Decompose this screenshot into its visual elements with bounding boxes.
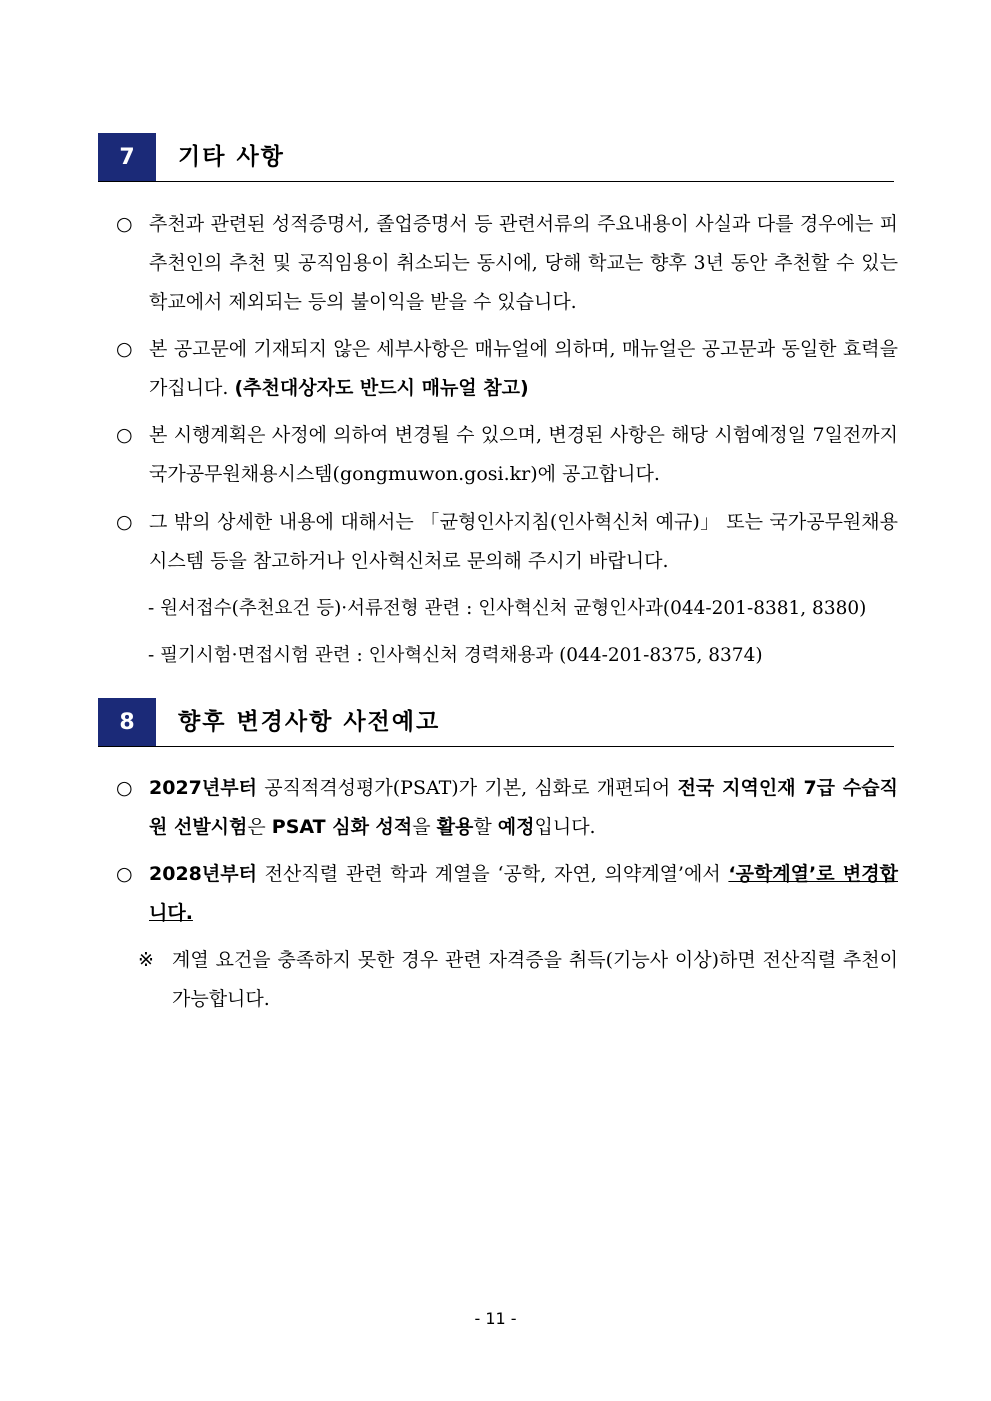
list-item [116, 769, 898, 847]
bold-note: (추천대상자도 반드시 매뉴얼 참고) [234, 377, 529, 399]
reference-mark-icon: ※ [138, 949, 154, 971]
section-number-badge: 7 [98, 133, 156, 181]
section-7-header [98, 133, 894, 182]
section-8-header [98, 698, 894, 747]
list-item [116, 416, 898, 494]
circle-bullet-icon: ○ [116, 424, 133, 446]
circle-bullet-icon: ○ [116, 777, 133, 799]
note-text: 계열 요건을 충족하지 못한 경우 관련 자격증을 취득(기능사 이상)하면 전산직렬 추천이 가능합니다. [172, 949, 898, 1010]
item-text: 본 공고문에 기재되지 않은 세부사항은 매뉴얼에 의하며, 매뉴얼은 공고문과 동일한 효력을 가집니다. (추천대상자도 반드시 매뉴얼 참고) [149, 338, 898, 399]
circle-bullet-icon: ○ [116, 863, 133, 885]
circle-bullet-icon: ○ [116, 511, 133, 533]
item-text: 그 밖의 상세한 내용에 대해서는 「균형인사지침(인사혁신처 예규)」 또는 국가공무원채용시스템 등을 참고하거나 인사혁신처로 문의해 주시기 바랍니다. [149, 511, 898, 572]
item-text: 2028년부터 전산직렬 관련 학과 계열을 ‘공학, 자연, 의약계열’에서 ‘공학계열’로 변경합니다. [149, 863, 898, 924]
item-text: 2027년부터 공직적격성평가(PSAT)가 기본, 심화로 개편되어 전국 지역인재 7급 수습직원 선발시험은 PSAT 심화 성적을 활용할 예정입니다. [149, 777, 898, 838]
list-item [116, 330, 898, 408]
contact-line: - 원서접수(추천요건 등)·서류전형 관련 : 인사혁신처 균형인사과(044-201-8381, 8380) [148, 598, 867, 619]
list-item [116, 855, 898, 933]
section-title: 기타 사항 [178, 144, 285, 170]
item-text: 본 시행계획은 사정에 의하여 변경될 수 있으며, 변경된 사항은 해당 시험예정일 7일전까지 국가공무원채용시스템(gongmuwon.gosi.kr)에 공고합니다. [149, 424, 898, 485]
page-number: - 11 - [474, 1309, 517, 1328]
list-item [116, 503, 898, 581]
contact-line: - 필기시험·면접시험 관련 : 인사혁신처 경력채용과 (044-201-8375, 8374) [148, 645, 763, 666]
section-title: 향후 변경사항 사전예고 [178, 709, 441, 735]
circle-bullet-icon: ○ [116, 213, 133, 235]
underlined-change: ‘공학계열’로 변경합니다. [149, 863, 898, 924]
circle-bullet-icon: ○ [116, 338, 133, 360]
note [138, 941, 898, 1019]
item-text: 추천과 관련된 성적증명서, 졸업증명서 등 관련서류의 주요내용이 사실과 다를 경우에는 피추천인의 추천 및 공직임용이 취소되는 동시에, 당해 학교는 향후 3년 동안 추천할 수 있는 학교에서 제외되는 등의 불이익을 받을 수 있습니다. [149, 213, 898, 313]
list-item [116, 205, 898, 322]
section-number-badge: 8 [98, 698, 156, 746]
